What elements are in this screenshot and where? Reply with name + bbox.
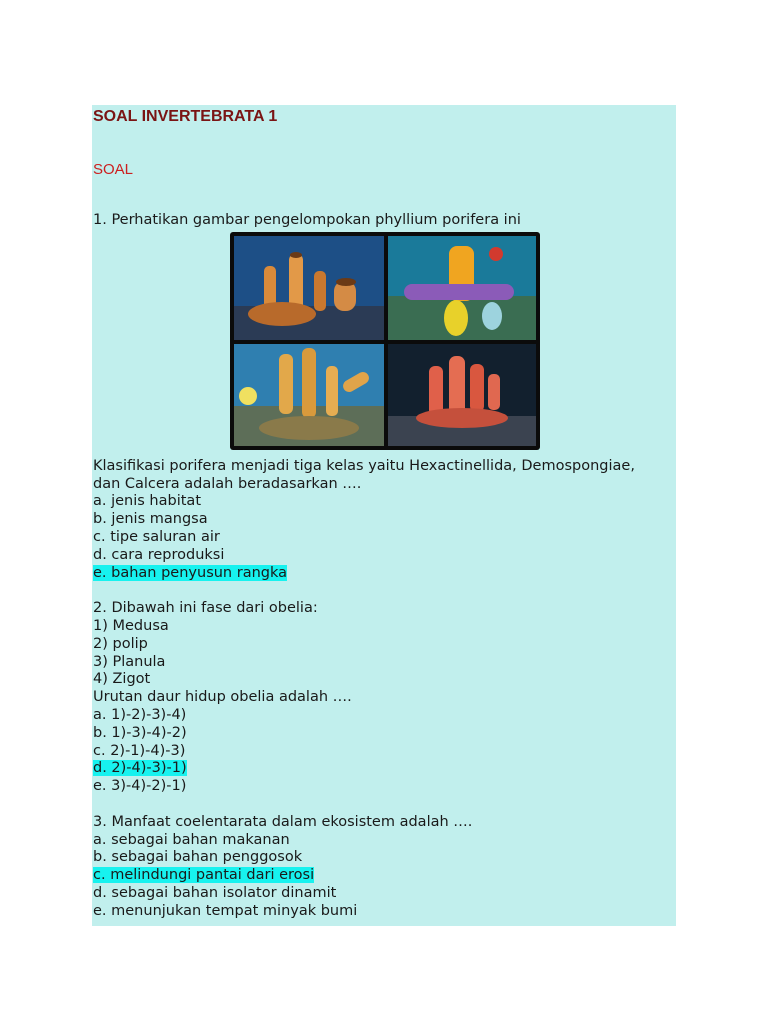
question-3 [93,814,683,921]
option-d-text-highlighted: d. 2)-4)-3)-1) [93,760,187,777]
answer-option-correct[interactable] [93,565,683,583]
question-1-stem: 1. Perhatikan gambar pengelompokan phyllium porifera ini [93,212,521,228]
answer-option[interactable] [93,832,683,850]
answer-option[interactable] [93,547,683,565]
question-2-phase: 3) Planula [93,653,166,670]
answer-option[interactable] [93,511,683,529]
answer-option[interactable] [93,725,683,743]
option-e-text: e. 3)-4)-2)-1) [93,778,187,795]
option-c-text: c. tipe saluran air [93,528,220,545]
question-2-phase: 2) polip [93,635,148,652]
spacer [93,796,683,814]
question-2 [93,600,683,796]
answer-option[interactable] [93,493,683,511]
answer-option-correct[interactable] [93,760,683,778]
answer-option[interactable] [93,903,683,921]
question-2-phase: 1) Medusa [93,617,169,634]
document-content [93,105,683,921]
option-e-text: e. menunjukan tempat minyak bumi [93,902,358,919]
option-a-text: a. jenis habitat [93,493,201,510]
option-b-text: b. sebagai bahan penggosok [93,849,303,866]
option-a-text: a. sebagai bahan makanan [93,831,290,848]
option-d-text: d. sebagai bahan isolator dinamit [93,884,337,901]
option-a-text: a. 1)-2)-3)-4) [93,706,187,723]
option-c-text-highlighted: c. melindungi pantai dari erosi [93,867,315,884]
sponge-photos-icon [234,236,536,446]
spacer [93,582,683,600]
document-title: SOAL INVERTEBRATA 1 [93,108,278,125]
answer-option[interactable] [93,743,683,761]
section-heading: SOAL [93,161,134,178]
question-1 [93,212,683,582]
answer-option[interactable] [93,529,683,547]
option-d-text: d. cara reproduksi [93,546,225,563]
question-1-prompt-line: dan Calcera adalah beradasarkan …. [93,475,362,492]
answer-option-correct[interactable] [93,867,683,885]
answer-option[interactable] [93,849,683,867]
answer-option[interactable] [93,885,683,903]
question-3-stem: 3. Manfaat coelentarata dalam ekosistem adalah …. [93,813,473,830]
option-c-text: c. 2)-1)-4)-3) [93,742,186,759]
option-b-text: b. 1)-3)-4)-2) [93,724,187,741]
option-e-text-highlighted: e. bahan penyusun rangka [93,564,288,581]
question-1-prompt-line: Klasifikasi porifera menjadi tiga kelas yaitu Hexactinellida, Demospongiae, [93,457,635,474]
question-2-stem: 2. Dibawah ini fase dari obelia: [93,600,318,617]
answer-option[interactable] [93,707,683,725]
question-2-prompt: Urutan daur hidup obelia adalah …. [93,689,352,706]
answer-option[interactable] [93,778,683,796]
question-2-phase: 4) Zigot [93,671,151,688]
option-b-text: b. jenis mangsa [93,511,208,528]
porifera-photo-collage [230,232,540,450]
